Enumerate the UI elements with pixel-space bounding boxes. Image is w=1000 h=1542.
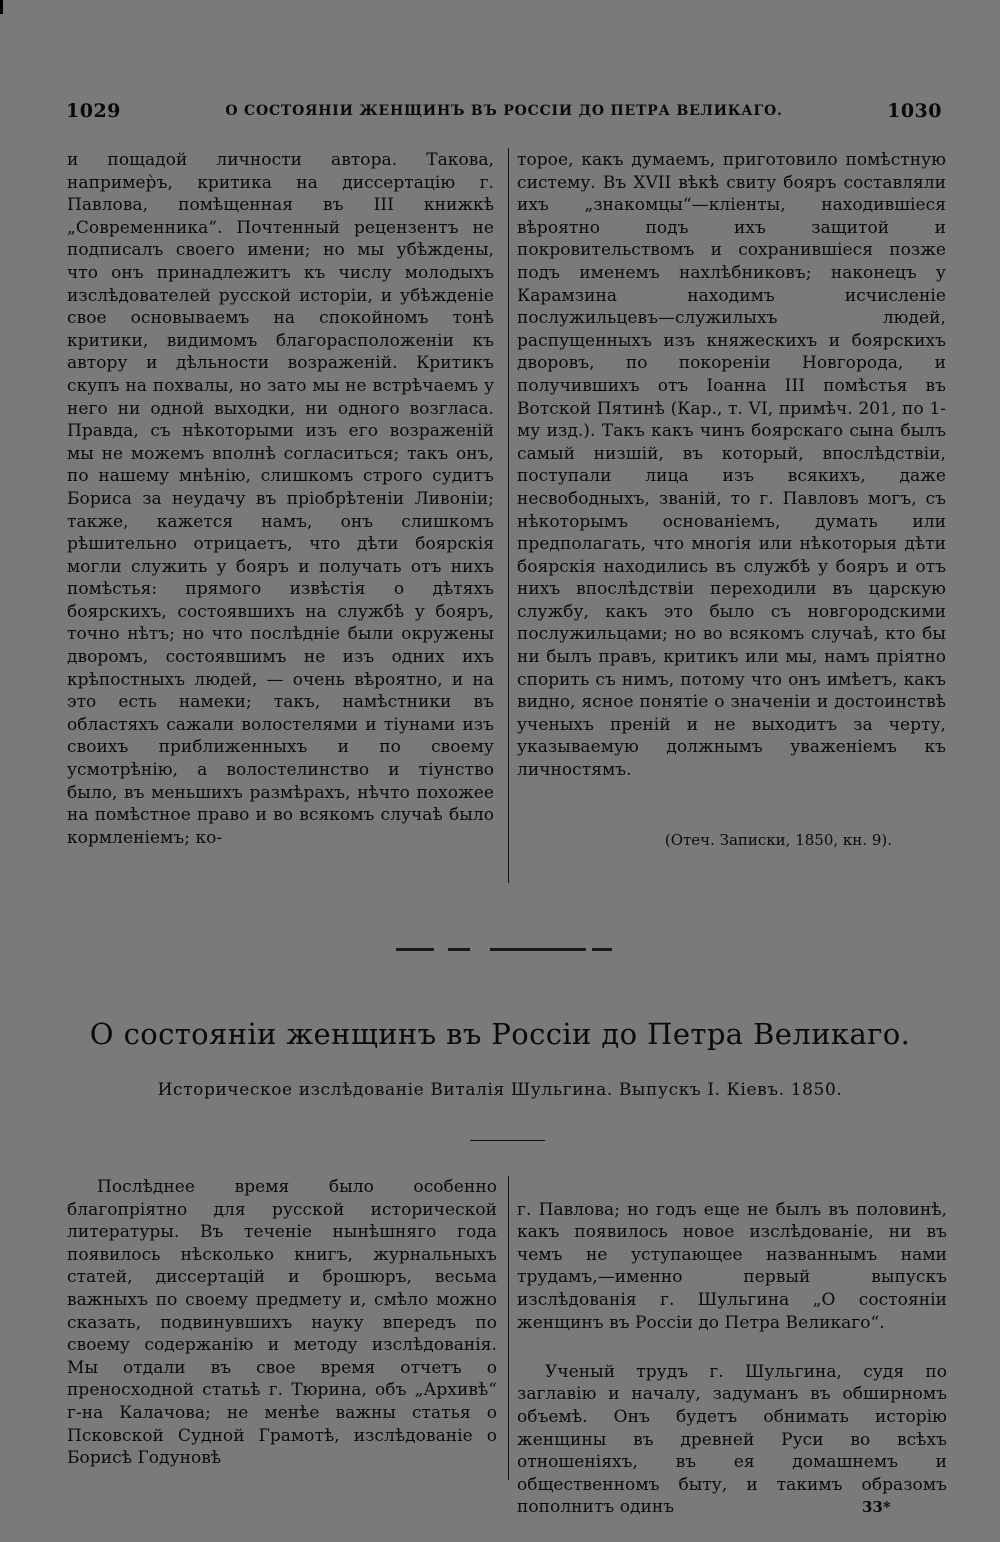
article-subtitle: Историческое изслѣдованіе Виталія Шульгина. Выпускъ I. Кіевъ. 1850. [157, 1080, 843, 1100]
running-head-title: О СОСТОЯНІИ ЖЕНЩИНЪ ВЪ РОССІИ ДО ПЕТРА ВЕЛИКАГО. [225, 103, 783, 119]
bottom-right-column [517, 1176, 947, 1542]
bottom-right-paragraph-2: Ученый трудъ г. Шульгина, судя по заглавію и началу, задуманъ въ обширномъ объемѣ. Онъ будетъ обнимать исторію женщины въ древней Руси во всѣхъ отношеніяхъ, въ ея домашнемъ и общественномъ быту, и такимъ образомъ пополнитъ одинъ [517, 1361, 947, 1518]
title-rule [470, 1140, 545, 1141]
page-number-right: 1030 [887, 100, 942, 122]
bottom-right-paragraph-1: г. Павлова; но годъ еще не былъ въ половинѣ, какъ появилось новое изслѣдованіе, ни въ чемъ не уступающее названнымъ нами трудамъ,—именно первый выпускъ изслѣдованія г. Шульгина „О состояніи женщинъ въ Россіи до Петра Великаго“. [517, 1199, 947, 1333]
scan-edge-mark [0, 0, 3, 14]
article-title: О состояніи женщинъ въ Россіи до Петра Великаго. [89, 1017, 911, 1051]
top-left-column-text: и пощадой личности автора. Такова, например̀ъ, критика на диссертацію г. Павлова, помѣщенная въ III книжкѣ „Современника“. Почтенный рецензентъ не подписалъ своего имени; но мы убѣждены, что онъ принадлежитъ къ числу молодыхъ изслѣдователей русской исторіи, и убѣжденіе свое основываемъ на спокойномъ тонѣ критики, видимомъ благорасположеніи къ автору и дѣльности возраженій. Критикъ скупъ на похвалы, но зато мы не встрѣчаемъ у него ни одной выходки, ни одного возгласа. Правда, съ нѣкоторыми изъ его возраженій мы не можемъ вполнѣ согласиться; такъ онъ, по нашему мнѣнію, слишкомъ строго судитъ Бориса за неудачу въ пріобрѣтеніи Ливоніи; также, кажется намъ, онъ слишкомъ рѣшительно отрицаетъ, что дѣти боярскія могли служить у бояръ и получать отъ нихъ помѣстья: прямого извѣстія о дѣтяхъ боярскихъ, состоявшихъ на службѣ у бояръ, точно нѣтъ; но что послѣдніе были окружены дворомъ, состоявшимъ не изъ одних ихъ крѣпостныхъ людей, — очень вѣроятно, и на это есть намеки; такъ, намѣстники въ областяхъ сажали волостелями и тіунами изъ своихъ приближенныхъ и по своему усмотрѣнію, а волостелинство и тіунство было, въ меньшихъ размѣрахъ, нѣчто похожее на помѣстное право и во всякомъ случаѣ было кормленіемъ; ко- [67, 150, 494, 848]
source-citation: (Отеч. Записки, 1850, кн. 9). [664, 831, 892, 849]
top-right-column-text: торое, какъ думаемъ, приготовило помѣстную систему. Въ XVII вѣкѣ свиту бояръ составляли ихъ „знакомцы“—кліенты, находившіеся вѣроятно подъ ихъ защитой и покровительствомъ и сохранившіеся позже подъ именемъ нахлѣбниковъ; наконецъ у Карамзина находимъ исчисленіе послужильцевъ—служилыхъ людей, распущенныхъ изъ княжескихъ и боярскихъ дворовъ, по покореніи Новгорода, и получившихъ отъ Іоанна III помѣстья въ Вотской Пятинѣ (Кар., т. VI, примѣч. 201, по 1-му изд.). Такъ какъ чинъ боярскаго сына былъ самый низшій, въ который, впослѣдствіи, поступали лица изъ всякихъ, даже несвободныхъ, званій, то г. Павловъ могъ, съ нѣкоторымъ основаніемъ, думать или предполагать, что многія или нѣкоторыя дѣти боярскія находились въ службѣ у бояръ и отъ нихъ впослѣдствіи переходили въ царскую службу, какъ это было съ новгородскими послужильцами; но во всякомъ случаѣ, кто бы ни былъ правъ, критикъ или мы, намъ пріятно спорить съ нимъ, потому что онъ имѣетъ, какъ видно, ясное понятіе о значеніи и достоинствѣ ученыхъ преній и не выходитъ за черту, указываемую должнымъ уваженіемъ къ личностямъ. [517, 150, 946, 781]
section-ornament [396, 948, 614, 953]
page-number-left: 1029 [66, 100, 121, 122]
running-head [66, 100, 942, 124]
signature-mark: 33* [862, 1498, 891, 1516]
column-divider-bottom [508, 1176, 509, 1480]
column-divider-top [508, 148, 509, 883]
bottom-left-column-text: Послѣднее время было особенно благопріятно для русской исторической литературы. Въ теченіе нынѣшняго года появилось нѣсколько книгъ, журнальныхъ статей, диссертацій и брошюръ, весьма важныхъ по своему предмету и, смѣло можно сказать, подвинувшихъ науку впередъ по своему содержанію и методу изслѣдованія. Мы отдали въ свое время отчетъ о преносходной статьѣ г. Тюрина, объ „Архивѣ“ г-на Калачова; не менѣе важны статья о Псковской Судной Грамотѣ, изслѣдованіе о Борисѣ Годуновѣ [67, 1177, 497, 1469]
